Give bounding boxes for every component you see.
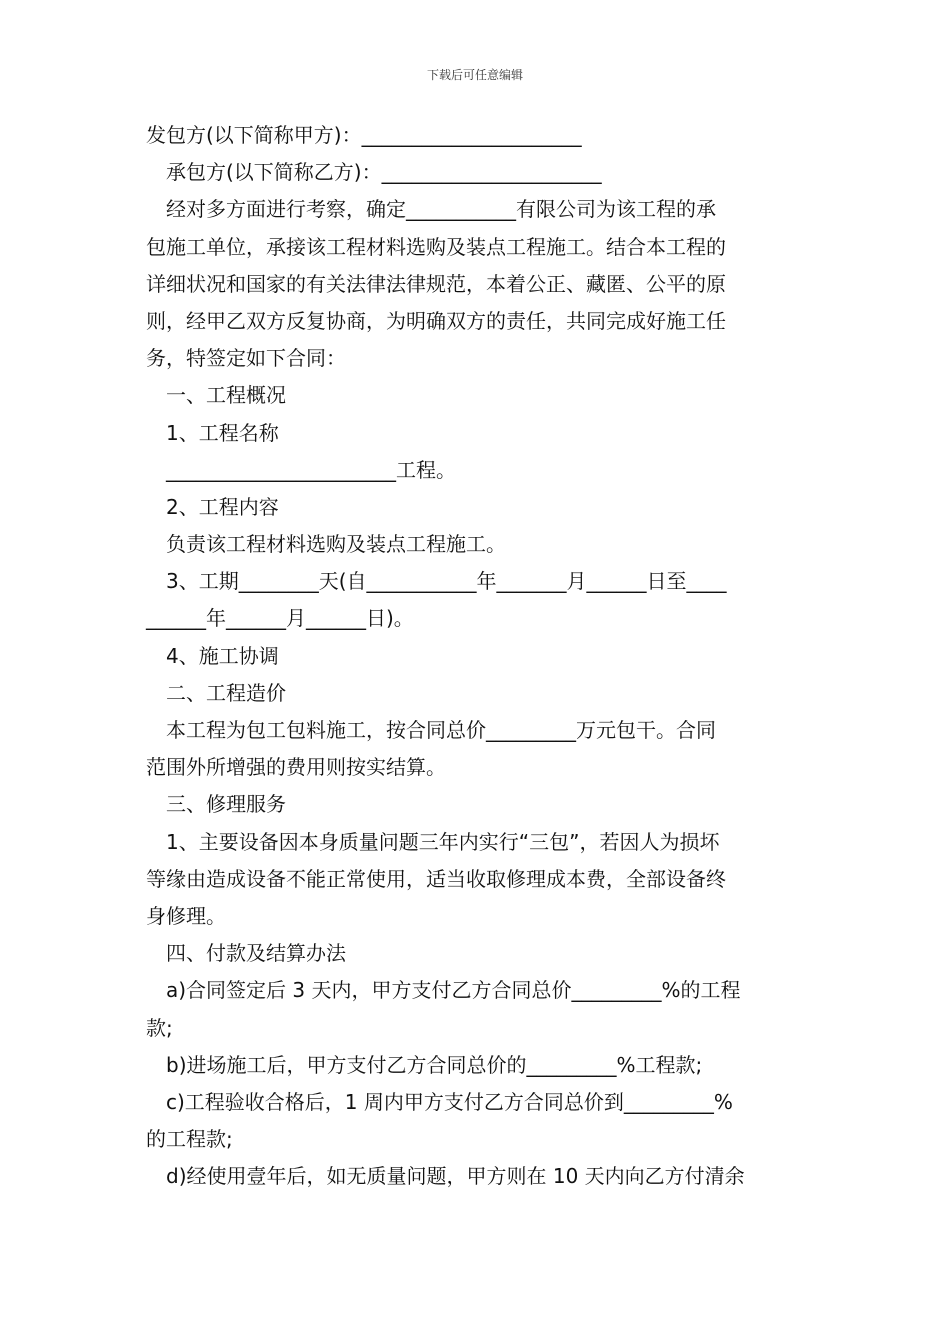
paragraph-line: 三、修理服务 [166, 792, 286, 817]
paragraph-line: 包施工单位，承接该工程材料选购及装点工程施工。结合本工程的 [146, 234, 726, 259]
paragraph-line: a)合同签定后 3 天内，甲方支付乙方合同总价_________%的工程 [166, 978, 741, 1003]
paragraph-line: _______________________工程。 [166, 457, 456, 482]
paragraph-line: 3、工期________天(自___________年_______月______日至____ [166, 569, 727, 594]
paragraph-line: 范围外所增强的费用则按实结算。 [146, 755, 446, 780]
paragraph-line: 1、工程名称 [166, 420, 279, 445]
paragraph-line: 1、主要设备因本身质量问题三年内实行“三包”，若因人为损坏 [166, 829, 720, 854]
paragraph-line: 承包方(以下简称乙方)：______________________ [166, 160, 602, 185]
paragraph-line: 则，经甲乙双方反复协商，为明确双方的责任，共同完成好施工任 [146, 308, 726, 333]
paragraph-line: 4、施工协调 [166, 643, 279, 668]
paragraph-line: 一、工程概况 [166, 383, 286, 408]
paragraph-line: 务，特签定如下合同： [146, 346, 346, 371]
paragraph-line: 款; [146, 1015, 173, 1040]
page-header: 下载后可任意编辑 [426, 68, 523, 82]
paragraph-line: 2、工程内容 [166, 494, 279, 519]
paragraph-line: 经对多方面进行考察，确定___________有限公司为该工程的承 [166, 197, 716, 222]
paragraph-line: 的工程款; [146, 1127, 233, 1152]
paragraph-line: 发包方(以下简称甲方)：______________________ [146, 123, 582, 147]
paragraph-line: 二、工程造价 [166, 680, 286, 705]
document-body [146, 117, 808, 1195]
paragraph-line: 等缘由造成设备不能正常使用，适当收取修理成本费，全部设备终 [146, 866, 726, 891]
paragraph-line: 身修理。 [146, 903, 226, 928]
paragraph-line: 四、付款及结算办法 [166, 941, 346, 966]
paragraph-line: 负责该工程材料选购及装点工程施工。 [166, 532, 506, 557]
paragraph-line: 详细状况和国家的有关法律法律规范，本着公正、藏匿、公平的原 [146, 271, 726, 296]
paragraph-line: 本工程为包工包料施工，按合同总价_________万元包干。合同 [166, 718, 716, 742]
paragraph-line: b)进场施工后，甲方支付乙方合同总价的_________%工程款; [166, 1052, 703, 1077]
paragraph-line: c)工程验收合格后，1 周内甲方支付乙方合同总价到_________% [166, 1089, 733, 1114]
paragraph-line: d)经使用壹年后，如无质量问题，甲方则在 10 天内向乙方付清余 [166, 1164, 745, 1189]
paragraph-line: ______年______月______日)。 [146, 606, 414, 631]
